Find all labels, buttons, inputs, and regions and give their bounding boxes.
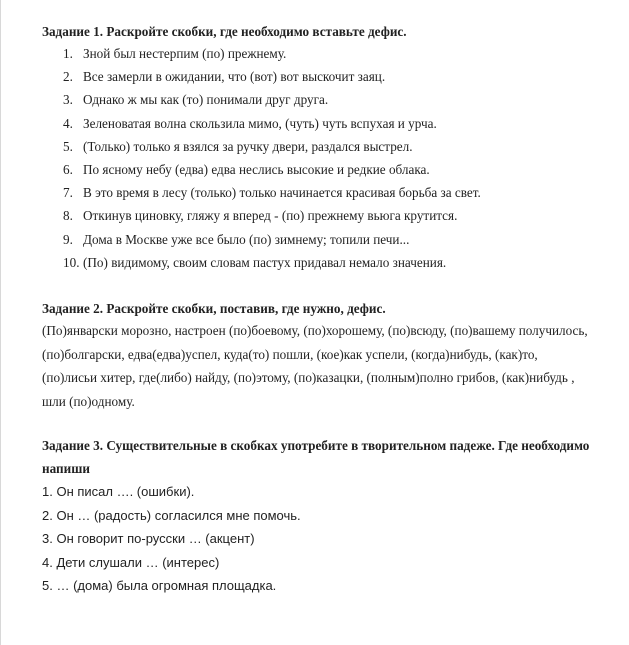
task1-heading: Задание 1. Раскройте скобки, где необходимо вставьте дефис. xyxy=(42,24,407,39)
task3-item: 5. … (дома) была огромная площадка. xyxy=(42,578,277,593)
task3-heading-line2: напиши xyxy=(42,461,90,476)
item-number: 2. xyxy=(63,69,73,85)
task2-line: шли (по)одному. xyxy=(42,393,135,409)
item-number: 5. xyxy=(63,138,73,154)
item-number: 7. xyxy=(63,185,73,201)
task2-heading: Задание 2. Раскройте скобки, поставив, где нужно, дефис. xyxy=(42,301,386,316)
task3-item: 1. Он писал …. (ошибки). xyxy=(42,484,195,499)
item-number: 3. xyxy=(63,92,73,108)
item-number: 4. xyxy=(63,115,73,131)
item-text: В это время в лесу (только) только начинается красивая борьба за свет. xyxy=(83,185,481,201)
item-text: По ясному небу (едва) едва неслись высокие и редкие облака. xyxy=(83,162,430,177)
item-text: (По) видимому, своим словам пастух придавал немало значения. xyxy=(83,254,447,270)
item-number: 10. xyxy=(63,254,80,270)
task3-item: 2. Он … (радость) согласился мне помочь. xyxy=(42,507,301,523)
item-text: Все замерли в ожидании, что (вот) вот выскочит заяц. xyxy=(83,69,386,85)
item-text: Зной был нестерпим (по) прежнему. xyxy=(83,46,287,61)
item-number: 6. xyxy=(63,162,73,177)
task3-item: 4. Дети слушали … (интерес) xyxy=(42,554,220,570)
item-number: 9. xyxy=(63,231,73,247)
item-text: Однако ж мы как (то) понимали друг друга. xyxy=(83,92,329,108)
item-number: 1. xyxy=(63,46,73,61)
task2-line: (по)болгарски, едва(едва)успел, куда(то) пошли, (кое)как успели, (когда)нибудь, (как)то, xyxy=(42,346,538,362)
task2-line: (по)лисьи хитер, где(либо) найду, (по)этому, (по)казацки, (полным)полно грибов, (как)нибудь , xyxy=(42,370,575,385)
item-number: 8. xyxy=(63,208,73,224)
item-text: Откинув циновку, гляжу я вперед - (по) прежнему вьюга крутится. xyxy=(83,208,458,224)
task3-heading-line1: Задание 3. Существительные в скобках употребите в творительном падеже. Где необходимо xyxy=(42,438,590,453)
item-text: Зеленоватая волна скользила мимо, (чуть) чуть вспухая и урча. xyxy=(83,115,437,131)
item-text: (Только) только я взялся за ручку двери, раздался выстрел. xyxy=(83,138,413,154)
task2-line: (По)январски морозно, настроен (по)боевому, (по)хорошему, (по)всюду, (по)вашему получилось, xyxy=(42,323,588,338)
item-text: Дома в Москве уже все было (по) зимнему; топили печи... xyxy=(83,231,410,247)
task3-item: 3. Он говорит по-русски … (акцент) xyxy=(42,531,255,546)
